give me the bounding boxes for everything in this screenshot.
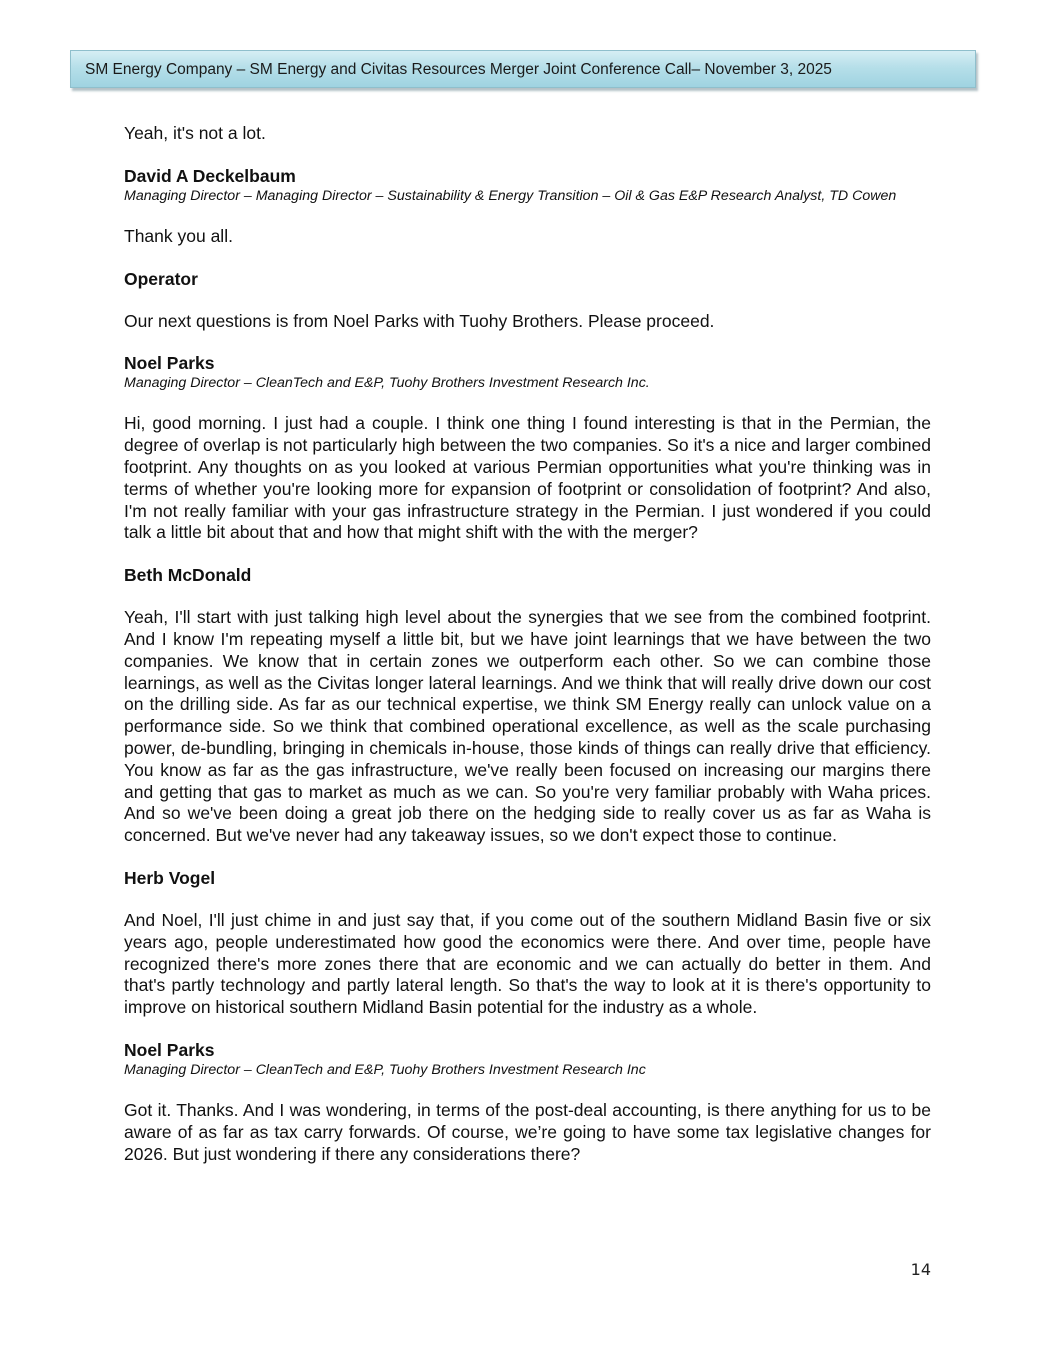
speaker-name: Noel Parks: [124, 1039, 215, 1060]
speaker-role: Managing Director – CleanTech and E&P, Tuohy Brothers Investment Research Inc: [124, 1061, 646, 1078]
transcript-paragraph: Thank you all.: [124, 225, 233, 246]
speaker-block: [124, 868, 931, 889]
speaker-block: [124, 565, 931, 586]
speaker-block: [124, 1040, 931, 1079]
transcript-paragraph: Hi, good morning. I just had a couple. I think one thing I found interesting is that in the Permian, the degree of overlap is not particularly high between the two companies. So it's a nice and larger combined footprint. Any thoughts on as you looked at various Permian opportunities what you're thinking was in terms of whether you're looking more for expansion of footprint or consolidation of footprint? And also, I'm not really familiar with your gas infrastructure strategy in the Permian. I just wondered if you could talk a little bit about that and how that might shift with the with the merger?: [124, 413, 931, 543]
document-title: SM Energy Company – SM Energy and Civitas Resources Merger Joint Conference Call– November 3, 2025: [85, 61, 832, 78]
speaker-role: Managing Director – CleanTech and E&P, Tuohy Brothers Investment Research Inc.: [124, 375, 650, 392]
transcript-paragraph: Our next questions is from Noel Parks with Tuohy Brothers. Please proceed.: [124, 310, 715, 331]
page-number: 14: [910, 1260, 931, 1279]
speaker-block: [124, 166, 931, 205]
transcript-paragraph: Yeah, I'll start with just talking high level about the synergies that we see from the combined footprint. And I know I'm repeating myself a little bit, but we have joint learnings that we have between the two companies. We know that in certain zones we outperform each other. So we can combine those learnings, as well as the Civitas longer lateral learnings. And we think that will really drive down our cost on the drilling side. As far as our technical expertise, we think SM Energy really can unlock value on a performance side. So we think that combined operational excellence, as well as the scale purchasing power, de-bundling, bringing in chemicals in-house, those kinds of things can really drive that efficiency. You know as far as the gas infrastructure, we've really been focused on increasing our margins there and getting that gas to market as much as we can. So you're very familiar probably with Waha prices. And so we've been doing a great job there on the hedging side to really cover us as far as Waha is concerned. But we've never had any takeaway issues, so we don't expect those to continue.: [124, 607, 931, 846]
speaker-block: [124, 269, 931, 290]
transcript-paragraph: And Noel, I'll just chime in and just say that, if you come out of the southern Midland Basin five or six years ago, people underestimated how good the economics were there. And over time, people have recognized there's more zones there that are economic and we can actually do better in them. And that's partly technology and partly lateral length. So that's the way to look at it is there's opportunity to improve on historical southern Midland Basin potential for the industry as a whole.: [124, 909, 931, 1018]
speaker-name: Noel Parks: [124, 353, 215, 374]
speaker-name: Herb Vogel: [124, 867, 216, 888]
transcript-body: [124, 123, 931, 1165]
speaker-block: [124, 353, 931, 392]
speaker-name: Operator: [124, 268, 198, 289]
header-banner: [70, 50, 976, 88]
speaker-name: David A Deckelbaum: [124, 165, 296, 186]
transcript-paragraph: Yeah, it's not a lot.: [124, 123, 266, 143]
speaker-name: Beth McDonald: [124, 565, 252, 586]
speaker-role: Managing Director – Managing Director – Sustainability & Energy Transition – Oil & Gas E&P Research Analyst, TD Cowen: [124, 187, 897, 204]
transcript-paragraph: Got it. Thanks. And I was wondering, in terms of the post-deal accounting, is there anything for us to be aware of as far as tax carry forwards. Of course, we’re going to have some tax legislative changes for 2026. But just wondering if there any considerations there?: [124, 1099, 931, 1164]
